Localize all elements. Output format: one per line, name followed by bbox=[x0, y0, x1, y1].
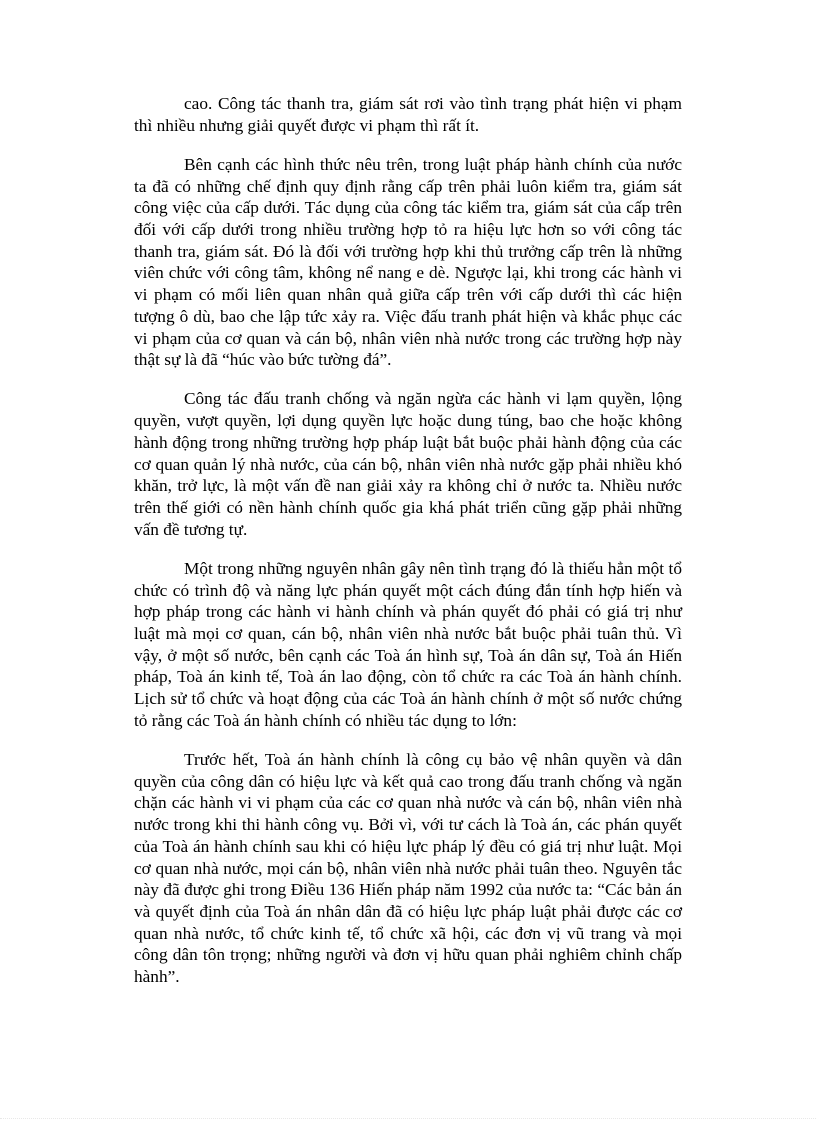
page-bottom-divider bbox=[0, 1118, 816, 1119]
paragraph-5: Trước hết, Toà án hành chính là công cụ bảo vệ nhân quyền và dân quyền của công dân có hiệu lực và kết quả cao trong đấu tranh chống và ngăn chặn các hành vi vi phạm của các cơ quan nhà nước và cán bộ, nhân viên nhà nước trong khi thi hành công vụ. Bởi vì, với tư cách là Toà án, các phán quyết của Toà án hành chính sau khi có hiệu lực pháp lý đều có giá trị như luật. Mọi cơ quan nhà nước, mọi cán bộ, nhân viên nhà nước phải tuân theo. Nguyên tắc này đã được ghi trong Điều 136 Hiến pháp năm 1992 của nước ta: “Các bản án và quyết định của Toà án nhân dân đã có hiệu lực pháp luật phải được các cơ quan nhà nước, tổ chức kinh tế, tổ chức xã hội, các đơn vị vũ trang và mọi công dân tôn trọng; những người và đơn vị hữu quan phải nghiêm chỉnh chấp hành”. bbox=[134, 749, 682, 987]
paragraph-4: Một trong những nguyên nhân gây nên tình trạng đó là thiếu hẳn một tổ chức có trình độ và năng lực phán quyết một cách đúng đắn tính hợp hiến và hợp pháp trong các hành vi hành chính và phán quyết đó phải có giá trị như luật mà mọi cơ quan, cán bộ, nhân viên nhà nước bắt buộc phải tuân thủ. Vì vậy, ở một số nước, bên cạnh các Toà án hình sự, Toà án dân sự, Toà án Hiến pháp, Toà án kinh tế, Toà án lao động, còn tổ chức ra các Toà án hành chính. Lịch sử tổ chức và hoạt động của các Toà án hành chính ở một số nước chứng tỏ rằng các Toà án hành chính có nhiều tác dụng to lớn: bbox=[134, 558, 682, 730]
body-text bbox=[134, 93, 682, 988]
paragraph-1: cao. Công tác thanh tra, giám sát rơi vào tình trạng phát hiện vi phạm thì nhiều nhưng giải quyết được vi phạm thì rất ít. bbox=[134, 94, 682, 135]
paragraph-2: Bên cạnh các hình thức nêu trên, trong luật pháp hành chính của nước ta đã có những chế định quy định rằng cấp trên phải luôn kiểm tra, giám sát công việc của cấp dưới. Tác dụng của công tác kiểm tra, giám sát của cấp trên đối với cấp dưới trong nhiều trường hợp tỏ ra hiệu lực hơn so với công tác thanh tra, giám sát. Đó là đối với trường hợp khi thủ trưởng cấp trên là những viên chức với công tâm, không nể nang e dè. Ngược lại, khi trong các hành vi vi phạm có mối liên quan nhân quả giữa cấp trên với cấp dưới thì các hiện tượng ô dù, bao che lập tức xảy ra. Việc đấu tranh phát hiện và khắc phục các vi phạm của cơ quan và cán bộ, nhân viên nhà nước trong các trường hợp này thật sự là đã “húc vào bức tường đá”. bbox=[134, 154, 682, 370]
paragraph-3: Công tác đấu tranh chống và ngăn ngừa các hành vi lạm quyền, lộng quyền, vượt quyền, lợi dụng quyền lực hoặc dung túng, bao che hoặc không hành động trong những trường hợp pháp luật bắt buộc phải hành động của các cơ quan quản lý nhà nước, của cán bộ, nhân viên nhà nước gặp phải nhiều khó khăn, trở lực, là một vấn đề nan giải xảy ra không chỉ ở nước ta. Nhiều nước trên thế giới có nền hành chính quốc gia khá phát triển cũng gặp phải những vấn đề tương tự. bbox=[134, 389, 682, 539]
